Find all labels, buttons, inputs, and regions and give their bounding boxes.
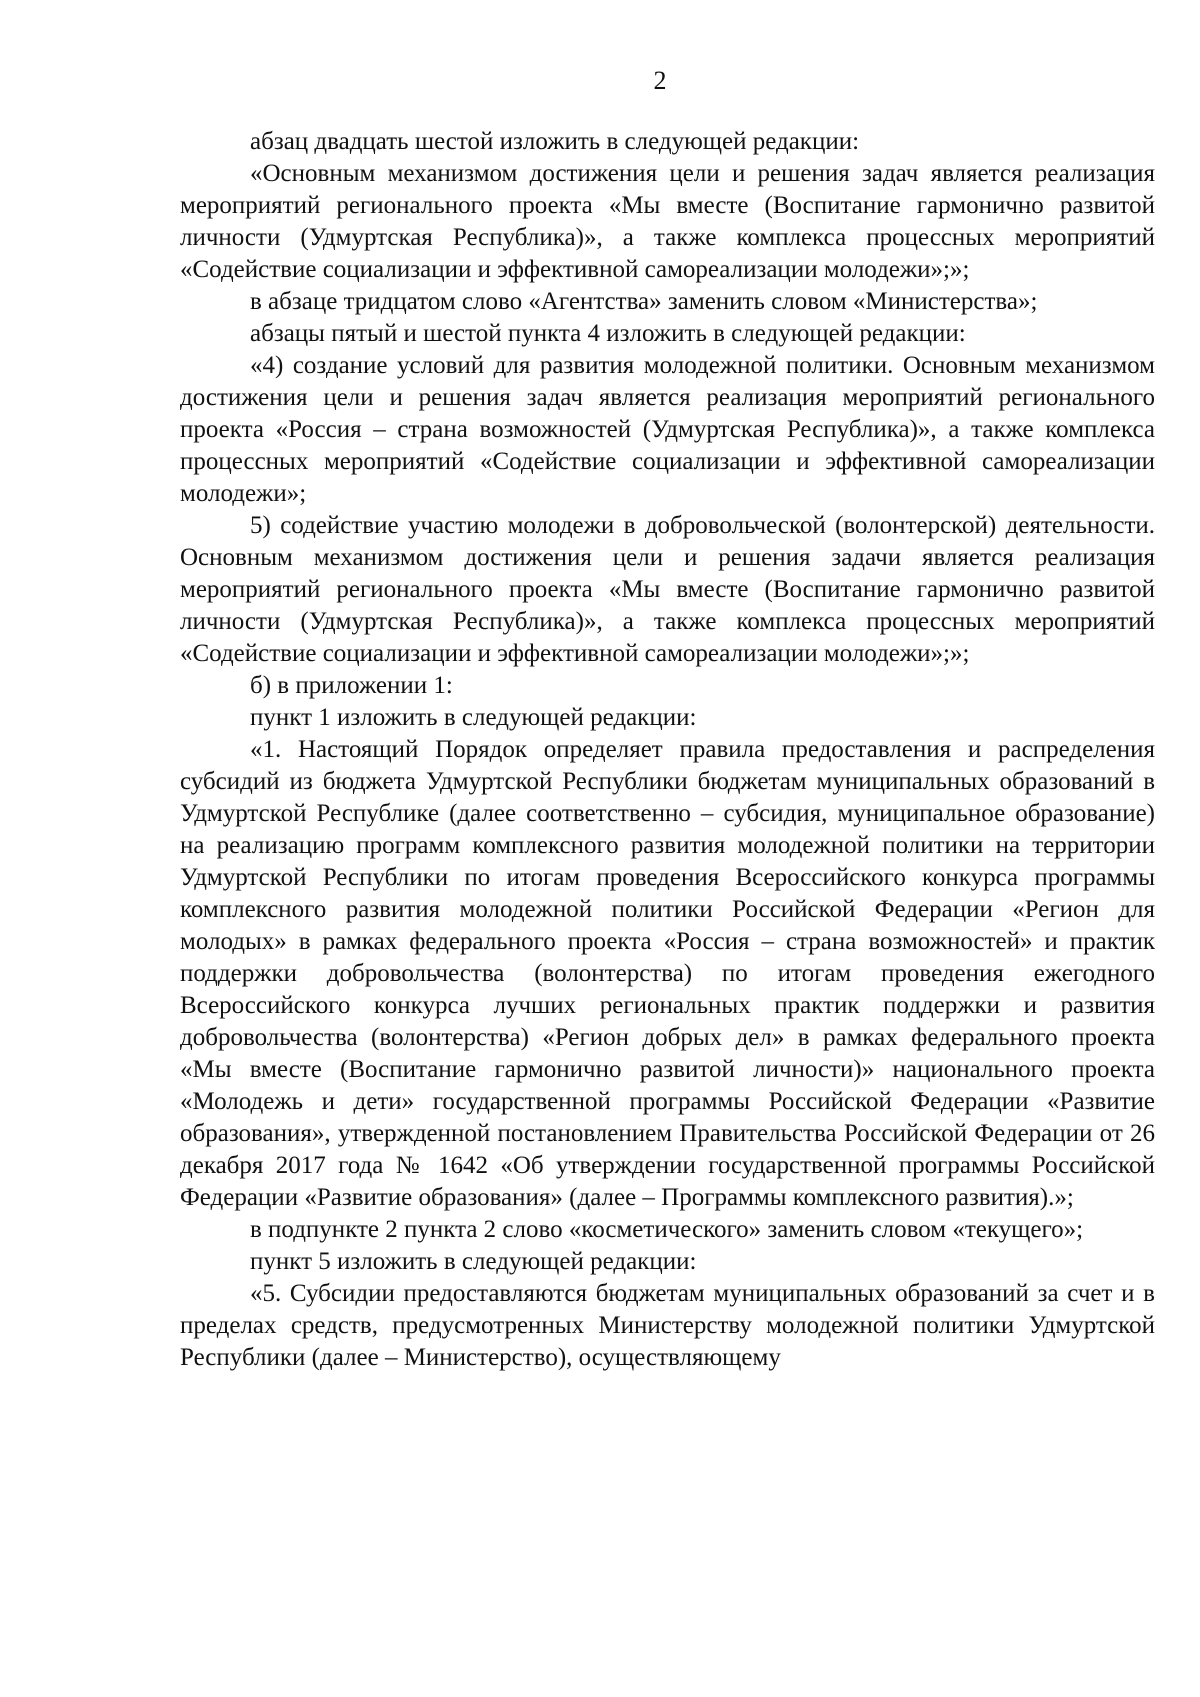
paragraph-11: пункт 5 изложить в следующей редакции: <box>250 1248 697 1275</box>
paragraph-3: в абзаце тридцатом слово «Агентства» заменить словом «Министерства»; <box>250 288 1038 315</box>
page-number: 2 <box>653 66 667 95</box>
paragraph-10: в подпункте 2 пункта 2 слово «косметического» заменить словом «текущего»; <box>250 1216 1084 1243</box>
paragraph-1: абзац двадцать шестой изложить в следующей редакции: <box>250 128 860 155</box>
paragraph-5: «4) создание условий для развития молодежной политики. Основным механизмом достижения цели и решения задач является реализация мероприятий регионального проекта «Россия – страна возможностей (Удмуртская Республика)», а также комплекса процессных мероприятий «Содействие социализации и эффективной самореализации молодежи»; <box>180 352 1155 507</box>
paragraph-8: пункт 1 изложить в следующей редакции: <box>250 704 697 731</box>
paragraph-2: «Основным механизмом достижения цели и решения задач является реализация мероприятий регионального проекта «Мы вместе (Воспитание гармонично развитой личности (Удмуртская Республика)», а также комплекса процессных мероприятий «Содействие социализации и эффективной самореализации молодежи»;»; <box>180 160 1155 283</box>
paragraph-4: абзацы пятый и шестой пункта 4 изложить в следующей редакции: <box>250 320 966 347</box>
paragraph-6: 5) содействие участию молодежи в добровольческой (волонтерской) деятельности. Основным механизмом достижения цели и решения задачи является реализация мероприятий регионального проекта «Мы вместе (Воспитание гармонично развитой личности (Удмуртская Республика)», а также комплекса процессных мероприятий «Содействие социализации и эффективной самореализации молодежи»;»; <box>180 512 1155 667</box>
document-body <box>180 126 1155 1374</box>
paragraph-7: б) в приложении 1: <box>250 672 453 699</box>
paragraph-9: «1. Настоящий Порядок определяет правила предоставления и распределения субсидий из бюджета Удмуртской Республики бюджетам муниципальных образований в Удмуртской Республике (далее соответственно – субсидия, муниципальное образование) на реализацию программ комплексного развития молодежной политики на территории Удмуртской Республики по итогам проведения Всероссийского конкурса программы комплексного развития молодежной политики Российской Федерации «Регион для молодых» в рамках федерального проекта «Россия – страна возможностей» и практик поддержки добровольчества (волонтерства) по итогам проведения ежегодного Всероссийского конкурса лучших региональных практик поддержки и развития добровольчества (волонтерства) «Регион добрых дел» в рамках федерального проекта «Мы вместе (Воспитание гармонично развитой личности)» национального проекта «Молодежь и дети» государственной программы Российской Федерации «Развитие образования», утвержденной постановлением Правительства Российской Федерации от 26 декабря 2017 года № 1642 «Об утверждении государственной программы Российской Федерации «Развитие образования» (далее – Программы комплексного развития).»; <box>180 736 1155 1211</box>
paragraph-12: «5. Субсидии предоставляются бюджетам муниципальных образований за счет и в пределах средств, предусмотренных Министерству молодежной политики Удмуртской Республики (далее – Министерство), осуществляющему <box>180 1280 1155 1371</box>
